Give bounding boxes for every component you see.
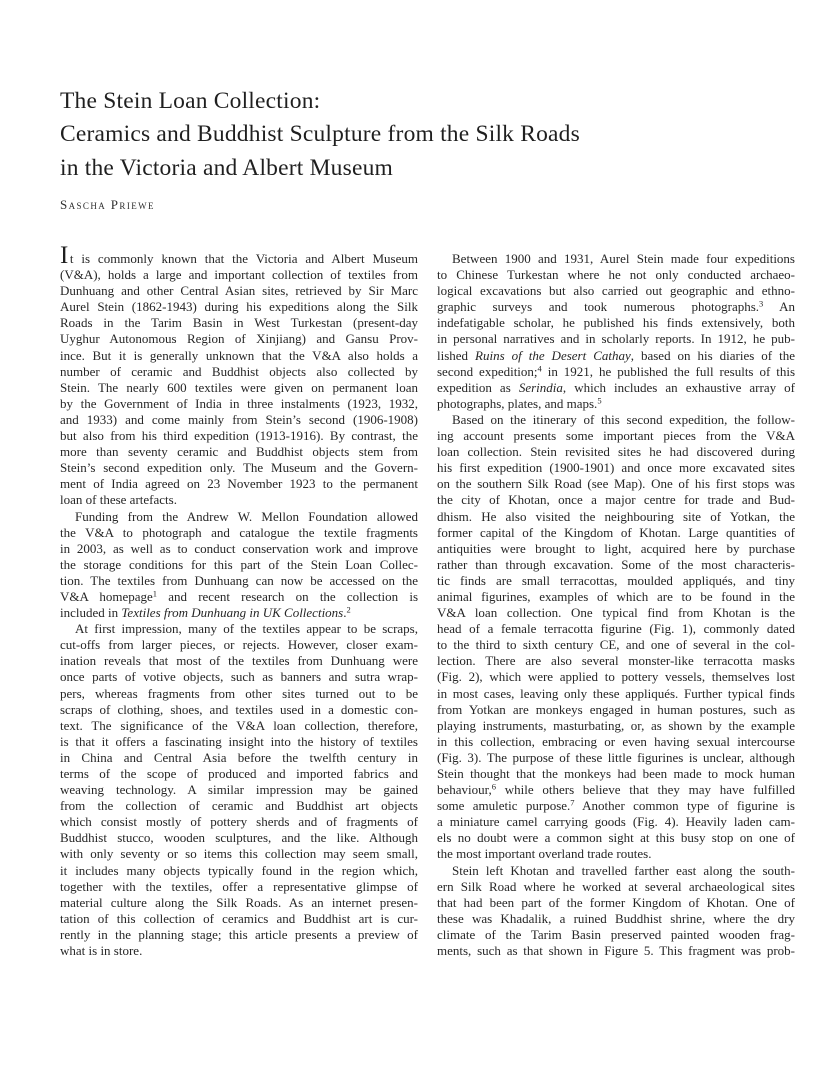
text-line: Based on the itinerary of this second expedition, the follow- xyxy=(452,411,795,427)
text-line: cut-offs from larger pieces, or rejects. However, closer exam- xyxy=(60,637,418,653)
text-line: to the third to sixth century CE, and one of several in the col- xyxy=(437,637,795,653)
footnote-marker: 4 xyxy=(537,363,542,374)
text-line: Aurel Stein (1862-1943) during his expeditions along the Silk xyxy=(60,299,418,315)
text-line: ince. But it is generally unknown that the V&A also holds a xyxy=(60,347,418,363)
text-line: ing account presents some important pieces from the V&A xyxy=(437,428,795,444)
initial-capital: I xyxy=(60,242,69,269)
text-line: rather than through excavation. Some of the most characteris- xyxy=(437,556,795,572)
footnote-marker: 1 xyxy=(152,588,158,599)
text-line: photographs, plates, and maps.$^5$ xyxy=(437,395,602,411)
text-line: is that it offers a fascinating insight into the history of textiles xyxy=(60,733,418,749)
text-line: more than seventy ceramic and Buddhist objects stem from xyxy=(60,444,418,460)
text-line: some amuletic purpose.$^7$ Another common type of figurine is xyxy=(437,797,795,814)
text-line: and 1933) and come mainly from Stein’s second (1906-1908) xyxy=(60,411,418,427)
text-line: once parts of votive objects, such as banners and sutra wrap- xyxy=(60,669,418,685)
text-line: on the southern Silk Road (see Map). One of his first stops was xyxy=(437,476,795,492)
text-line: Stein. The nearly 600 textiles were given on permanent loan xyxy=(60,379,418,395)
footnote-marker: 2 xyxy=(346,604,351,615)
text-line: number of ceramic and Buddhist objects also collected by xyxy=(60,363,418,379)
text-column-right xyxy=(437,251,795,959)
text-line: a miniature camel carrying goods (Fig. 4). Heavily laden cam- xyxy=(437,814,795,830)
text-line: the storage conditions for this part of the Stein Loan Collec- xyxy=(60,556,418,572)
text-line: climate of the Tarim Basin preserved painted wooden frag- xyxy=(437,926,795,942)
text-line: terms of the scope of produced and imported fabrics and xyxy=(60,766,418,781)
text-line: tion. The textiles from Dunhuang can now be accessed on the xyxy=(60,572,418,588)
text-line: lished Ruins of the Desert Cathay, based on his diaries of the xyxy=(437,347,795,363)
text-line: included in Textiles from Dunhuang in UK Collections.$^2$ xyxy=(60,604,351,621)
text-line: (V&A), holds a large and important collection of textiles from xyxy=(60,267,418,283)
text-line: in this collection, embracing or even having sexual intercourse xyxy=(437,733,795,749)
italic-text: Ruins of the Desert Cathay xyxy=(475,347,631,363)
text-line: these was Khadalik, a ruined Buddhist shrine, where the dry xyxy=(437,910,795,926)
text-line: text. The significance of the V&A loan collection, therefore, xyxy=(60,717,418,733)
text-line: Uyghur Autonomous Region of Xinjiang) and Gansu Prov- xyxy=(60,331,418,347)
text-line: ments, such as that shown in Figure 5. This fragment was prob- xyxy=(437,943,795,959)
text-line: dhism. He also visited the neighbouring site of Yotkan, the xyxy=(437,508,795,524)
article-title-line-2: Ceramics and Buddhist Sculpture from the Silk Roads xyxy=(60,121,580,148)
text-line: but also from his third expedition (1913-1916). By contrast, the xyxy=(60,428,418,444)
text-line: Stein thought that the monkeys had been made to mock human xyxy=(437,766,795,781)
text-line: ern Silk Road where he worked at several archaeological sites xyxy=(437,878,795,894)
text-line: in China and Central Asia before the twelfth century in xyxy=(60,749,418,765)
text-line: V&A homepage$^1$ and recent research on the collection is xyxy=(60,588,419,604)
text-line: Stein left Khotan and travelled farther east along the south- xyxy=(452,862,795,878)
text-line: At first impression, many of the textiles appear to be scraps, xyxy=(75,621,418,637)
text-line: lection. There are also several monster-like terracotta masks xyxy=(437,653,795,669)
text-line: loan of these artefacts. xyxy=(60,492,177,508)
italic-text: Serindia xyxy=(518,379,563,395)
text-line: tation of this collection of ceramics and Buddhist art is cur- xyxy=(60,910,418,926)
text-line: rently in the planning stage; this article presents a preview of xyxy=(60,926,418,942)
text-line: that had been part of the former Kingdom of Khotan. One of xyxy=(437,894,795,910)
article-title-line-1: The Stein Loan Collection: xyxy=(60,88,321,114)
text-line: loan collection. Stein revisited sites he had discovered during xyxy=(437,444,795,460)
text-line: with only seventy or so items this collection may seem small, xyxy=(60,846,418,862)
text-line: pers, whereas fragments from other sites turned out to be xyxy=(60,685,418,701)
article-body xyxy=(60,242,796,959)
text-line: second expedition;$^4$ in 1921, he published the full results of this xyxy=(437,363,796,379)
text-line: former capital of the Kingdom of Khotan. Large quantities of xyxy=(437,524,795,540)
text-line: ment of India agreed on 23 November 1923 to the permanent xyxy=(60,476,418,492)
text-line: it includes many objects typically found in the region which, xyxy=(60,862,418,878)
footnote-marker: 5 xyxy=(597,395,602,406)
text-line: els no doubt were a common sight at this busy stop on one of xyxy=(437,830,795,846)
text-line: playing instruments, masturbating, or, as shown by the example xyxy=(437,717,795,733)
text-line: logical excavations but also carried out geographic and ethno- xyxy=(437,283,795,299)
article-title xyxy=(60,85,580,185)
text-line: expedition as Serindia, which includes an exhaustive array of xyxy=(437,379,795,395)
text-line: his first expedition (1900-1901) and once more excavated sites xyxy=(437,460,795,476)
text-line: material culture along the Silk Roads. As an internet presen- xyxy=(60,894,418,910)
text-line: V&A loan collection. One typical find from Khotan is the xyxy=(437,605,795,621)
text-line: the city of Khotan, once a major centre for trade and Bud- xyxy=(437,492,795,508)
text-line: by the Government of India in three instalments (1923, 1932, xyxy=(60,395,418,411)
text-line: in 2003, as well as to conduct conservation work and improve xyxy=(60,540,418,556)
text-line: It is commonly known that the Victoria and Albert Museum xyxy=(60,242,418,269)
text-line: tic finds are small terracottas, moulded appliqués, and tiny xyxy=(437,572,795,588)
text-line: Roads in the Tarim Basin in West Turkestan (present-day xyxy=(60,315,418,331)
italic-text: Textiles from Dunhuang in UK Collections xyxy=(121,605,344,621)
text-line: animal figurines, examples of which are to be found in the xyxy=(437,588,795,604)
text-line: from the collection of ceramic and Buddhist art objects xyxy=(60,798,418,814)
article-title-line-3: in the Victoria and Albert Museum xyxy=(60,154,394,181)
text-line: weaving technology. A similar impression may be gained xyxy=(60,782,418,798)
text-line: behaviour,$^6$ while others believe that they may have fulfilled xyxy=(437,781,795,798)
text-line: which consist mostly of pottery sherds and of fragments of xyxy=(60,814,418,830)
text-line: Between 1900 and 1931, Aurel Stein made four expeditions xyxy=(452,251,795,266)
text-line: ination reveals that most of the textiles from Dunhuang were xyxy=(60,653,418,669)
text-line: Stein’s second expedition only. The Museum and the Govern- xyxy=(60,460,418,476)
text-line: the V&A to photograph and catalogue the textile fragments xyxy=(60,524,418,540)
text-line: in most cases, leaving only these appliqués. Further typical finds xyxy=(437,685,795,701)
text-line: indefatigable scholar, he published his finds extensively, both xyxy=(437,315,795,331)
text-line: to Chinese Turkestan where he not only conducted archaeo- xyxy=(437,267,795,283)
author-name: Sascha Priewe xyxy=(60,197,155,212)
text-line: in personal narratives and in scholarly reports. In 1912, he pub- xyxy=(437,331,795,347)
footnote-marker: 6 xyxy=(491,781,496,792)
text-line: head of a female terracotta figurine (Fig. 1), commonly dated xyxy=(437,621,795,637)
text-line: together with the textiles, offer a representative glimpse of xyxy=(60,878,418,894)
text-line: (Fig. 2), which were applied to pottery vessels, themselves lost xyxy=(437,669,795,685)
text-line: graphic surveys and took numerous photographs.$^3$ An xyxy=(437,298,796,315)
footnote-marker: 3 xyxy=(759,298,764,309)
text-line: Dunhuang and other Central Asian sites, retrieved by Sir Marc xyxy=(60,283,418,299)
text-line: the most important overland trade routes. xyxy=(437,846,652,862)
text-line: (Fig. 3). The purpose of these little figurines is unclear, although xyxy=(437,749,795,765)
footnote-marker: 7 xyxy=(570,797,575,808)
text-line: scraps of clothing, shoes, and textiles used in a domestic con- xyxy=(60,701,418,717)
text-line: from Yotkan are monkeys engaged in human postures, such as xyxy=(437,701,795,717)
text-line: what is in store. xyxy=(60,943,143,959)
text-line: Funding from the Andrew W. Mellon Foundation allowed xyxy=(75,508,418,524)
text-line: Buddhist stucco, wooden sculptures, and the like. Although xyxy=(60,830,418,846)
text-line: antiquities were brought to light, acquired here by purchase xyxy=(437,540,795,556)
text-column-left xyxy=(60,242,419,959)
